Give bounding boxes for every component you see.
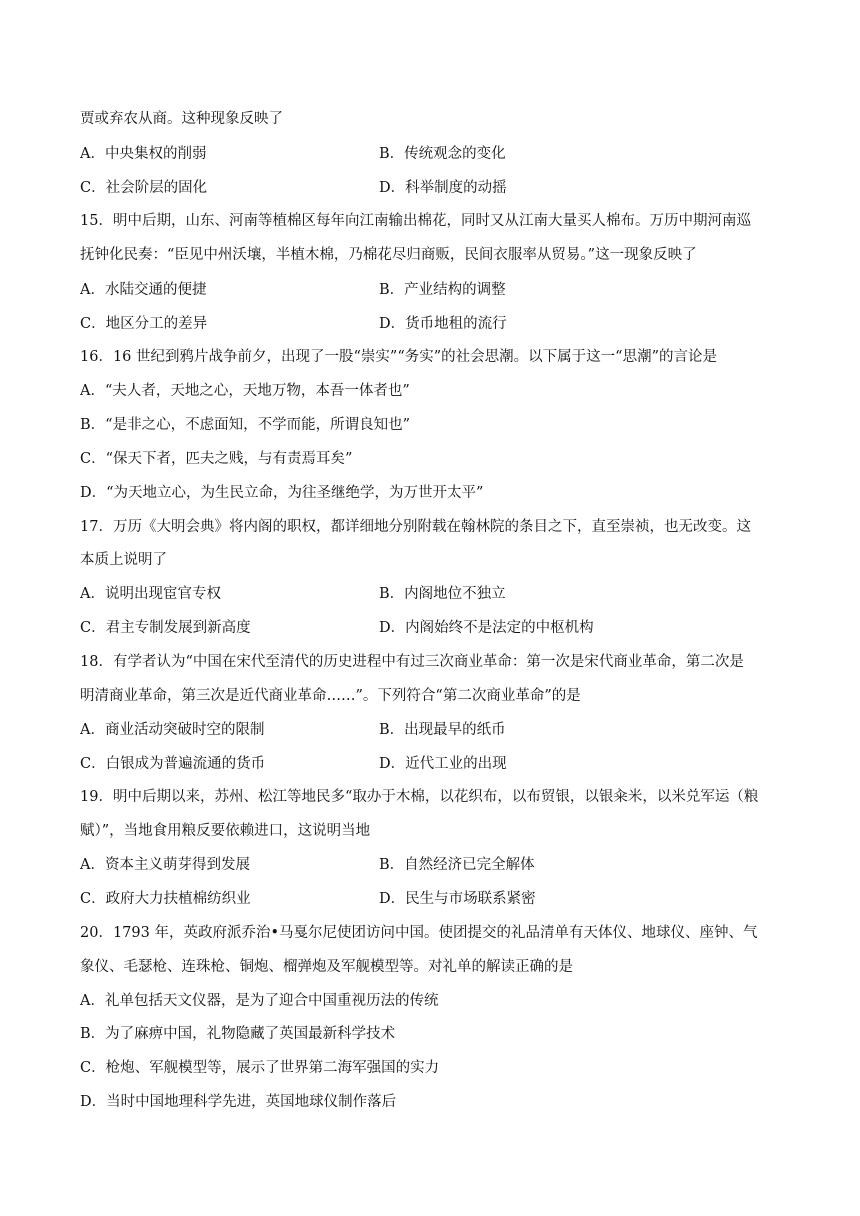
question-17-stem-line-2: 本质上说明了 <box>80 552 167 568</box>
q15-option-a: A．水陆交通的便捷 <box>80 282 207 298</box>
q16-option-c: C．“保天下者，匹夫之贱，与有责焉耳矣” <box>80 451 353 467</box>
q14-option-b: B．传统观念的变化 <box>379 146 506 162</box>
q15-option-b: B．产业结构的调整 <box>379 282 506 298</box>
q16-option-a: A．“夫人者，天地之心，天地万物，本吾一体者也” <box>80 383 410 399</box>
question-14-stem-end: 贾或弃农从商。这种现象反映了 <box>80 111 283 127</box>
q19-option-d: D．民生与市场联系紧密 <box>379 891 536 907</box>
question-20-stem-line-1: 20．1793 年，英政府派乔治•马戛尔尼使团访问中国。使团提交的礼品清单有天体仪、地球仪、座钟、气 <box>80 925 758 941</box>
question-15-stem-line-2: 抚钟化民奏：“臣见中州沃壤，半植木棉，乃棉花尽归商贩，民间衣服率从贸易。”这一现象反映了 <box>80 247 697 263</box>
q17-option-d: D．内阁始终不是法定的中枢机构 <box>379 620 594 636</box>
question-16-stem: 16．16 世纪到鸦片战争前夕，出现了一股“崇实”“务实”的社会思潮。以下属于这一“思潮”的言论是 <box>80 349 717 365</box>
q14-option-d: D．科举制度的动摇 <box>379 180 507 196</box>
q18-option-b: B．出现最早的纸币 <box>379 722 506 738</box>
q19-option-c: C．政府大力扶植棉纺织业 <box>80 891 251 907</box>
q18-option-d: D．近代工业的出现 <box>379 756 507 772</box>
question-19-stem-line-2: 赋）”，当地食用粮反要依赖进口，这说明当地 <box>80 823 371 839</box>
q15-option-c: C．地区分工的差异 <box>80 316 208 332</box>
q17-option-c: C．君主专制发展到新高度 <box>80 620 251 636</box>
q15-option-d: D．货币地租的流行 <box>379 316 507 332</box>
question-18-stem-line-1: 18．有学者认为“中国在宋代至清代的历史进程中有过三次商业革命：第一次是宋代商业革命，第二次是 <box>80 654 744 670</box>
q14-option-a: A．中央集权的削弱 <box>80 146 207 162</box>
q20-option-a: A．礼单包括天文仪器，是为了迎合中国重视历法的传统 <box>80 993 439 1009</box>
q14-option-c: C．社会阶层的固化 <box>80 180 208 196</box>
q19-option-b: B．自然经济已完全解体 <box>379 857 535 873</box>
q18-option-c: C．白银成为普遍流通的货币 <box>80 756 266 772</box>
q17-option-a: A．说明出现宦官专权 <box>80 586 221 602</box>
q20-option-c: C．枪炮、军舰模型等，展示了世界第二海军强国的实力 <box>80 1060 440 1076</box>
q18-option-a: A．商业活动突破时空的限制 <box>80 722 265 738</box>
question-17-stem-line-1: 17．万历《大明会典》将内阁的职权，都详细地分别附载在翰林院的条目之下，直至崇祯，也无改变。这 <box>80 519 751 535</box>
question-18-stem-line-2: 明清商业革命，第三次是近代商业革命……”。下列符合“第二次商业革命”的是 <box>80 688 581 704</box>
q19-option-a: A．资本主义萌芽得到发展 <box>80 857 250 873</box>
q16-option-d: D．“为天地立心，为生民立命，为往圣继绝学，为万世开太平” <box>80 485 484 501</box>
question-15-stem-line-1: 15．明中后期，山东、河南等植棉区每年向江南输出棉花，同时又从江南大量买人棉布。万历中期河南巡 <box>80 213 751 229</box>
q17-option-b: B．内阁地位不独立 <box>379 586 506 602</box>
q16-option-b: B．“是非之心，不虑面知，不学而能，所谓良知也” <box>80 417 410 433</box>
question-20-stem-line-2: 象仪、毛瑟枪、连珠枪、铜炮、榴弹炮及军舰模型等。对礼单的解读正确的是 <box>80 959 573 975</box>
q20-option-d: D．当时中国地理科学先进，英国地球仪制作落后 <box>80 1094 397 1110</box>
question-19-stem-line-1: 19．明中后期以来，苏州、松江等地民多“取办于木棉，以花织布，以布贸银，以银籴米，以米兑军运（粮 <box>80 789 759 805</box>
q20-option-b: B．为了麻痹中国，礼物隐藏了英国最新科学技术 <box>80 1026 396 1042</box>
